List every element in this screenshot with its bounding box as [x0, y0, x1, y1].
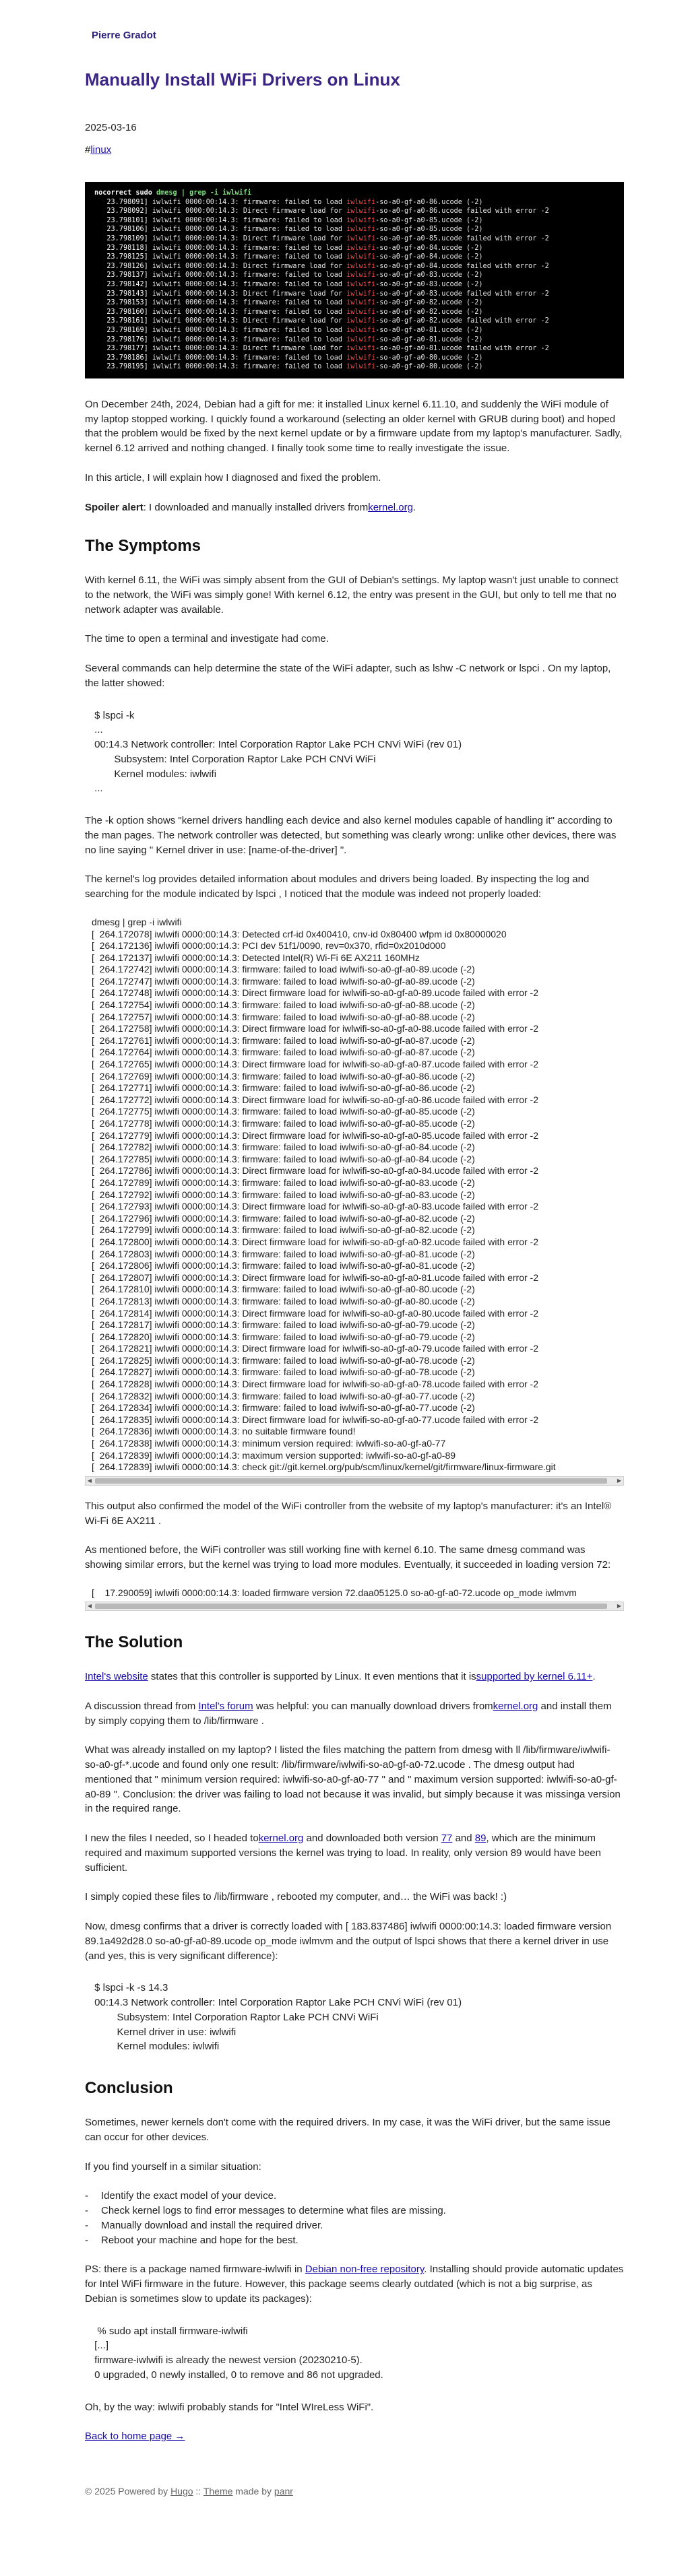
terminal-device: iwlwifi 0000:00:14.3: [148, 216, 239, 224]
log-line: [ 264.172136] iwlwifi 0000:00:14.3: PCI dev 51f1/0090, rev=0x370, rfid=0x2010d000 [92, 940, 446, 952]
terminal-indent [94, 217, 106, 224]
terminal-line [94, 234, 615, 244]
terminal-file: -so-a0-gf-a0-83.ucode (-2) [375, 271, 483, 279]
log-line: [ 264.172828] iwlwifi 0000:00:14.3: Direct firmware load for iwlwifi-so-a0-gf-a0-78.ucode failed with error -2 [92, 1379, 538, 1390]
terminal-device: iwlwifi 0000:00:14.3: [148, 198, 239, 206]
terminal-highlight: iwlwifi [346, 280, 376, 288]
log-line: [ 264.172810] iwlwifi 0000:00:14.3: firmware: failed to load iwlwifi-so-a0-gf-a0-80.ucode (-2) [92, 1284, 475, 1295]
solution-p4-mid: and downloaded both version [303, 1832, 441, 1845]
terminal-file: -so-a0-gf-a0-85.ucode (-2) [375, 216, 483, 224]
intro-paragraph-2: In this article, I will explain how I diagnosed and fixed the problem. [85, 471, 381, 484]
post-title: Manually Install WiFi Drivers on Linux [85, 69, 400, 90]
log-line: [ 264.172838] iwlwifi 0000:00:14.3: minimum version required: iwlwifi-so-a0-gf-a0-77 [92, 1438, 446, 1449]
terminal-line [94, 225, 615, 234]
terminal-prompt [94, 189, 615, 198]
terminal-file: -so-a0-gf-a0-80.ucode (-2) [375, 354, 483, 362]
terminal-file: -so-a0-gf-a0-84.ucode (-2) [375, 244, 483, 252]
terminal-device: iwlwifi 0000:00:14.3: [148, 234, 239, 242]
terminal-message: Direct firmware load for [239, 317, 347, 325]
footer-author-link[interactable]: panr [274, 2486, 293, 2497]
terminal-line [94, 216, 615, 226]
terminal-highlight: iwlwifi [346, 244, 376, 252]
terminal-highlight: iwlwifi [346, 234, 376, 242]
terminal-timestamp: 23.798092] [106, 207, 148, 216]
conclusion-paragraph-4: Oh, by the way: iwlwifi probably stands for "Intel WIreLess WiFi". [85, 2401, 374, 2413]
solution-p1-mid: states that this controller is supported by Linux. It even mentions that it is [148, 1671, 476, 1683]
back-home-paragraph [85, 2429, 624, 2444]
log-line: [ 264.172817] iwlwifi 0000:00:14.3: firmware: failed to load iwlwifi-so-a0-gf-a0-79.ucode (-2) [92, 1319, 475, 1331]
log-line: [ 264.172803] iwlwifi 0000:00:14.3: firmware: failed to load iwlwifi-so-a0-gf-a0-81.ucode (-2) [92, 1248, 475, 1259]
terminal-device: iwlwifi 0000:00:14.3: [148, 335, 239, 343]
terminal-indent [94, 308, 106, 316]
log-line: [ 264.172806] iwlwifi 0000:00:14.3: firmware: failed to load iwlwifi-so-a0-gf-a0-81.ucode (-2) [92, 1260, 475, 1272]
terminal-line [94, 298, 615, 308]
log-line: [ 264.172786] iwlwifi 0000:00:14.3: Direct firmware load for iwlwifi-so-a0-gf-a0-84.ucode failed with error -2 [92, 1165, 538, 1177]
conclusion-paragraph-1: Sometimes, newer kernels don't come with the required drivers. In my case, it was the WiFi driver, but the same issue can occur for other devices. [85, 2117, 610, 2143]
list-item: - Manually download and install the required driver. [101, 2218, 624, 2233]
conclusion-p3-end: . Installing should provide automatic updates for Intel WiFi firmware in the future. However, this package seems clearly outdated (which is not a big surprise, as Debian is sometimes slow to update its packages): [85, 2264, 624, 2305]
terminal-timestamp: 23.798109] [106, 234, 148, 242]
scrollbar-thumb[interactable] [95, 1478, 607, 1484]
tag-hash: # [85, 144, 91, 156]
terminal-file: -so-a0-gf-a0-86.ucode (-2) [375, 198, 483, 206]
link-version-89[interactable]: 89 [474, 1832, 487, 1845]
terminal-file: -so-a0-gf-a0-82.ucode (-2) [375, 308, 483, 316]
terminal-indent [94, 281, 106, 288]
terminal-message: firmware: failed to load [239, 335, 347, 343]
log-line: [ 264.172789] iwlwifi 0000:00:14.3: firmware: failed to load iwlwifi-so-a0-gf-a0-83.ucode (-2) [92, 1177, 475, 1188]
terminal-file: -so-a0-gf-a0-83.ucode failed with error -2 [375, 290, 549, 298]
symptoms-paragraph-5: The kernel's log provides detailed information about modules and drivers being loaded. By inspecting the log and searching for the module indicated by lspci , I noticed that the module was indeed not properly loaded: [85, 873, 590, 900]
terminal-message: firmware: failed to load [239, 326, 347, 334]
dmesg-log-lines [85, 917, 624, 1474]
lspci-code-block: $ lspci -k ... 00:14.3 Network controller: Intel Corporation Raptor Lake PCH CNVi WiFi (rev 01) Subsystem: Intel Corporation Raptor Lake PCH CNVi WiFi Kernel modules: iwlwifi ... [94, 709, 462, 795]
terminal-highlight: iwlwifi [346, 354, 376, 362]
terminal-line [94, 354, 615, 363]
log-line: [ 264.172747] iwlwifi 0000:00:14.3: firmware: failed to load iwlwifi-so-a0-gf-a0-89.ucode (-2) [92, 975, 475, 987]
terminal-highlight: iwlwifi [346, 226, 376, 234]
spoiler-end: . [412, 501, 416, 513]
terminal-indent [94, 290, 106, 298]
terminal-timestamp: 23.798153] [106, 299, 148, 307]
terminal-highlight: iwlwifi [346, 271, 376, 279]
terminal-indent [94, 354, 106, 362]
terminal-line [94, 244, 615, 253]
log-line: [ 264.172137] iwlwifi 0000:00:14.3: Detected Intel(R) Wi-Fi 6E AX211 160MHz [92, 952, 420, 963]
terminal-device: iwlwifi 0000:00:14.3: [148, 354, 239, 362]
terminal-line [94, 317, 615, 326]
terminal-file: -so-a0-gf-a0-81.ucode failed with error -2 [375, 345, 549, 353]
solution-p2-start: A discussion thread from [85, 1700, 199, 1712]
terminal-timestamp: 23.798118] [106, 244, 148, 252]
terminal-line [94, 271, 615, 280]
terminal-indent [94, 317, 106, 325]
conclusion-paragraph-3 [85, 2262, 624, 2306]
terminal-message: firmware: failed to load [239, 363, 347, 371]
solution-p2-end: and install them by simply copying them to /lib/firmware . [85, 1700, 612, 1727]
terminal-highlight: iwlwifi [346, 363, 376, 371]
log-line: [ 264.172758] iwlwifi 0000:00:14.3: Direct firmware load for iwlwifi-so-a0-gf-a0-88.ucode failed with error -2 [92, 1023, 538, 1034]
terminal-line [94, 290, 615, 299]
terminal-timestamp: 23.798195] [106, 363, 148, 371]
terminal-file: -so-a0-gf-a0-84.ucode failed with error -2 [375, 262, 549, 270]
footer-sep: :: [193, 2486, 203, 2497]
heading-conclusion: Conclusion [85, 2079, 173, 2098]
terminal-timestamp: 23.798143] [106, 290, 148, 298]
log-line: [ 264.172779] iwlwifi 0000:00:14.3: Direct firmware load for iwlwifi-so-a0-gf-a0-85.ucode failed with error -2 [92, 1129, 538, 1141]
terminal-line [94, 308, 615, 317]
log-line: [ 264.172771] iwlwifi 0000:00:14.3: firmware: failed to load iwlwifi-so-a0-gf-a0-86.ucode (-2) [92, 1082, 475, 1094]
terminal-device: iwlwifi 0000:00:14.3: [148, 207, 239, 216]
log-line: [ 264.172742] iwlwifi 0000:00:14.3: firmware: failed to load iwlwifi-so-a0-gf-a0-89.ucode (-2) [92, 964, 475, 975]
terminal-line [94, 207, 615, 216]
terminal-message: firmware: failed to load [239, 216, 347, 224]
terminal-highlight: iwlwifi [346, 317, 376, 325]
terminal-file: -so-a0-gf-a0-81.ucode (-2) [375, 335, 483, 343]
terminal-indent [94, 244, 106, 252]
terminal-indent [94, 263, 106, 270]
footer-theme-link[interactable]: Theme [203, 2486, 233, 2497]
list-item: - Identify the exact model of your device. [101, 2189, 624, 2204]
symptoms-paragraph-6: This output also confirmed the model of the WiFi controller from the website of my laptop's manufacturer: it's an Intel® Wi-Fi 6E AX211 . [85, 1500, 612, 1527]
spoiler-label: Spoiler alert [85, 501, 144, 513]
log-line: [ 264.172772] iwlwifi 0000:00:14.3: Direct firmware load for iwlwifi-so-a0-gf-a0-86.ucode failed with error -2 [92, 1094, 538, 1105]
dmesg-log-block [85, 917, 624, 1486]
log-line: [ 264.172754] iwlwifi 0000:00:14.3: firmware: failed to load iwlwifi-so-a0-gf-a0-88.ucode (-2) [92, 999, 475, 1011]
terminal-file: -so-a0-gf-a0-81.ucode (-2) [375, 326, 483, 334]
terminal-highlight: iwlwifi [346, 198, 376, 206]
log-line: [ 264.172782] iwlwifi 0000:00:14.3: firmware: failed to load iwlwifi-so-a0-gf-a0-84.ucode (-2) [92, 1142, 475, 1153]
post-date: 2025-03-16 [85, 121, 137, 133]
solution-paragraph-4 [85, 1831, 624, 1875]
terminal-highlight: iwlwifi [346, 345, 376, 353]
terminal-highlight: iwlwifi [346, 207, 376, 216]
link-kernel-org-2[interactable]: kernel.org [258, 1832, 304, 1845]
link-version-77[interactable]: 77 [441, 1832, 453, 1845]
terminal-indent [94, 299, 106, 306]
terminal-file: -so-a0-gf-a0-85.ucode (-2) [375, 226, 483, 234]
terminal-device: iwlwifi 0000:00:14.3: [148, 226, 239, 234]
log-line: [ 264.172836] iwlwifi 0000:00:14.3: no suitable firmware found! [92, 1426, 356, 1437]
terminal-device: iwlwifi 0000:00:14.3: [148, 253, 239, 261]
terminal-device: iwlwifi 0000:00:14.3: [148, 244, 239, 252]
terminal-timestamp: 23.798126] [106, 262, 148, 270]
terminal-timestamp: 23.798176] [106, 335, 148, 343]
log-line: [ 264.172799] iwlwifi 0000:00:14.3: firmware: failed to load iwlwifi-so-a0-gf-a0-82.ucode (-2) [92, 1224, 475, 1236]
terminal-highlight: iwlwifi [346, 326, 376, 334]
terminal-line [94, 344, 615, 354]
terminal-indent [94, 207, 106, 215]
heading-symptoms: The Symptoms [85, 537, 201, 556]
terminal-message: Direct firmware load for [239, 345, 347, 353]
terminal-message: firmware: failed to load [239, 271, 347, 279]
terminal-line [94, 198, 615, 207]
terminal-timestamp: 23.798106] [106, 226, 148, 234]
log-line: [ 264.172796] iwlwifi 0000:00:14.3: firmware: failed to load iwlwifi-so-a0-gf-a0-82.ucode (-2) [92, 1212, 475, 1224]
site-footer [85, 2484, 624, 2498]
terminal-device: iwlwifi 0000:00:14.3: [148, 308, 239, 316]
footer-hugo-link[interactable]: Hugo [170, 2486, 193, 2497]
link-intel-website[interactable]: Intel's website [85, 1671, 148, 1683]
terminal-device: iwlwifi 0000:00:14.3: [148, 280, 239, 288]
solution-paragraph-5: I simply copied these files to /lib/firmware , rebooted my computer, and… the WiFi was back! :) [85, 1891, 507, 1903]
spoiler-text: : I downloaded and manually installed drivers from [143, 501, 369, 513]
terminal-line [94, 253, 615, 262]
intro-paragraph-1: On December 24th, 2024, Debian had a gift for me: it installed Linux kernel 6.11.10, and suddenly the WiFi module of my laptop stopped working. I quickly found a workaround (selecting an older kernel with GRUB during boot) and hoped that the problem would be fixed by the next kernel update or by a firmware update from my laptop's manufacturer. Sadly, kernel 6.12 arrived and nothing changed. I finally took some time to really investigate the issue. [85, 398, 623, 455]
symptoms-paragraph-4: The -k option shows "kernel drivers handling each device and also kernel modules capable of handling it" according to the man pages. The network controller was detected, but something was clearly wrong: unlike other devices, there was no line saying " Kernel driver in use: [name-of-the-driver] ". [85, 815, 617, 856]
solution-paragraph-3: What was already installed on my laptop? I listed the files matching the pattern from dmesg with ll /lib/firmware/iwlwifi-so-a0-gf-*.ucode and found only one result: /lib/firmware/iwlwifi-so-a0-gf-a0-72.ucode . The dmesg output had mentioned that " minimum version required: iwlwifi-so-a0-gf-a0-77 " and " maximum version supported: iwlwifi-so-a0-gf-a0-89 ". Conclusion: the driver was failing to load not because it was invalid, but simply because it was missinga version in the required range. [85, 1744, 621, 1815]
terminal-indent [94, 336, 106, 343]
lspci2-code-block: $ lspci -k -s 14.3 00:14.3 Network controller: Intel Corporation Raptor Lake PCH CNVi WiFi (rev 01) Subsystem: Intel Corporation Raptor Lake PCH CNVi WiFi Kernel driver in use: iwlwifi Kernel modules: iwlwifi [94, 1982, 462, 2053]
terminal-device: iwlwifi 0000:00:14.3: [148, 317, 239, 325]
tag-link-linux[interactable]: linux [90, 144, 112, 156]
solution-p2-mid: was helpful: you can manually download drivers from [253, 1700, 493, 1712]
log-line: [ 264.172765] iwlwifi 0000:00:14.3: Direct firmware load for iwlwifi-so-a0-gf-a0-87.ucode failed with error -2 [92, 1059, 538, 1070]
log-line: [ 264.172778] iwlwifi 0000:00:14.3: firmware: failed to load iwlwifi-so-a0-gf-a0-85.ucode (-2) [92, 1118, 475, 1129]
scroll-left-arrow-icon[interactable]: ◀ [87, 1477, 92, 1484]
terminal-device: iwlwifi 0000:00:14.3: [148, 363, 239, 371]
terminal-file: -so-a0-gf-a0-85.ucode failed with error -2 [375, 234, 549, 242]
scroll-left-arrow-icon[interactable]: ◀ [87, 1603, 92, 1610]
terminal-line [94, 262, 615, 271]
terminal-message: firmware: failed to load [239, 198, 347, 206]
terminal-timestamp: 23.798177] [106, 345, 148, 353]
link-kernel-org[interactable]: kernel.org [493, 1700, 538, 1712]
terminal-timestamp: 23.798137] [106, 271, 148, 279]
terminal-indent [94, 253, 106, 261]
terminal-file: -so-a0-gf-a0-82.ucode failed with error -2 [375, 317, 549, 325]
apt-code-block: % sudo apt install firmware-iwlwifi [...] firmware-iwlwifi is already the newest version (20230210-5). 0 upgraded, 0 newly installed, 0 to remove and 86 not upgraded. [94, 2325, 383, 2381]
post-content [85, 69, 624, 2498]
terminal-indent [94, 271, 106, 279]
scroll-right-arrow-icon[interactable]: ▶ [617, 1603, 622, 1610]
footer-made-by: made by [232, 2486, 274, 2497]
conclusion-p3-start: PS: there is a package named firmware-iwlwifi in [85, 2264, 305, 2276]
solution-p4-end: , which are the minimum required and maximum supported versions the kernel was trying to load. In reality, only version 89 would have been sufficient. [85, 1832, 601, 1874]
log-line: [ 264.172807] iwlwifi 0000:00:14.3: Direct firmware load for iwlwifi-so-a0-gf-a0-81.ucode failed with error -2 [92, 1272, 538, 1283]
terminal-message: firmware: failed to load [239, 354, 347, 362]
terminal-highlight: iwlwifi [346, 216, 376, 224]
log-line: [ 264.172839] iwlwifi 0000:00:14.3: check git://git.kernel.org/pub/scm/linux/kernel/git/firmware/linux-firmware.git [92, 1461, 556, 1473]
solution-paragraph-1 [85, 1670, 624, 1684]
conclusion-steps-list [85, 2189, 624, 2247]
terminal-timestamp: 23.798161] [106, 317, 148, 325]
terminal-message: firmware: failed to load [239, 253, 347, 261]
symptoms-paragraph-7: As mentioned before, the WiFi controller was still working fine with kernel 6.10. The same dmesg command was showing similar errors, but the kernel was trying to load more modules. Eventually, it succeeded in loading version 72: [85, 1544, 611, 1571]
terminal-highlight: iwlwifi [346, 290, 376, 298]
solution-p4-and: and [452, 1832, 475, 1845]
log-line: [ 264.172827] iwlwifi 0000:00:14.3: firmware: failed to load iwlwifi-so-a0-gf-a0-78.ucode (-2) [92, 1366, 475, 1378]
symptoms-paragraph-3: Several commands can help determine the state of the WiFi adapter, such as lshw -C network or lspci . On my laptop, the latter showed: [85, 663, 611, 689]
terminal-device: iwlwifi 0000:00:14.3: [148, 345, 239, 353]
v72-log-line: [ 17.290059] iwlwifi 0000:00:14.3: loaded firmware version 72.daa05125.0 so-a0-gf-a0-72.ucode op_mode iwlmvm [92, 1587, 577, 1598]
terminal-line [94, 326, 615, 335]
terminal-file: -so-a0-gf-a0-84.ucode (-2) [375, 253, 483, 261]
list-item: - Reboot your machine and hope for the best. [101, 2233, 624, 2248]
terminal-indent [94, 226, 106, 233]
terminal-prompt-cmd: dmesg | grep -i iwlwifi [156, 189, 252, 197]
terminal-lines [94, 198, 615, 372]
log-line: [ 264.172769] iwlwifi 0000:00:14.3: firmware: failed to load iwlwifi-so-a0-gf-a0-86.ucode (-2) [92, 1070, 475, 1082]
log-line: [ 264.172825] iwlwifi 0000:00:14.3: firmware: failed to load iwlwifi-so-a0-gf-a0-78.ucode (-2) [92, 1354, 475, 1366]
terminal-highlight: iwlwifi [346, 335, 376, 343]
terminal-timestamp: 23.798091] [106, 198, 148, 206]
terminal-indent [94, 345, 106, 352]
conclusion-paragraph-2: If you find yourself in a similar situation: [85, 2160, 261, 2173]
terminal-indent [94, 235, 106, 242]
terminal-timestamp: 23.798186] [106, 354, 148, 362]
terminal-message: firmware: failed to load [239, 226, 347, 234]
terminal-line [94, 280, 615, 290]
link-supported-kernel[interactable]: supported by kernel 6.11+ [476, 1671, 593, 1683]
terminal-screenshot [85, 182, 624, 378]
spoiler-paragraph [85, 500, 624, 515]
terminal-device: iwlwifi 0000:00:14.3: [148, 271, 239, 279]
terminal-message: Direct firmware load for [239, 234, 347, 242]
site-name-link[interactable]: Pierre Gradot [92, 30, 156, 41]
dmesg-horizontal-scrollbar[interactable] [85, 1476, 624, 1486]
log-line: [ 264.172821] iwlwifi 0000:00:14.3: Direct firmware load for iwlwifi-so-a0-gf-a0-79.ucode failed with error -2 [92, 1343, 538, 1354]
v72-horizontal-scrollbar[interactable] [85, 1601, 624, 1611]
terminal-file: -so-a0-gf-a0-83.ucode (-2) [375, 280, 483, 288]
post-tags [85, 143, 624, 158]
terminal-message: firmware: failed to load [239, 308, 347, 316]
log-line: dmesg | grep -i iwlwifi [92, 916, 182, 927]
log-line: [ 264.172832] iwlwifi 0000:00:14.3: firmware: failed to load iwlwifi-so-a0-gf-a0-77.ucode (-2) [92, 1390, 475, 1401]
terminal-timestamp: 23.798160] [106, 308, 148, 316]
terminal-message: Direct firmware load for [239, 290, 347, 298]
terminal-indent [94, 363, 106, 370]
scrollbar-thumb[interactable] [95, 1604, 607, 1609]
log-line: [ 264.172792] iwlwifi 0000:00:14.3: firmware: failed to load iwlwifi-so-a0-gf-a0-83.ucode (-2) [92, 1189, 475, 1200]
terminal-file: -so-a0-gf-a0-80.ucode (-2) [375, 363, 483, 371]
log-line: [ 264.172834] iwlwifi 0000:00:14.3: firmware: failed to load iwlwifi-so-a0-gf-a0-77.ucode (-2) [92, 1402, 475, 1414]
log-line: [ 264.172775] iwlwifi 0000:00:14.3: firmware: failed to load iwlwifi-so-a0-gf-a0-85.ucode (-2) [92, 1106, 475, 1117]
terminal-line [94, 362, 615, 372]
terminal-indent [94, 327, 106, 334]
terminal-timestamp: 23.798125] [106, 253, 148, 261]
terminal-device: iwlwifi 0000:00:14.3: [148, 326, 239, 334]
log-line: [ 264.172761] iwlwifi 0000:00:14.3: firmware: failed to load iwlwifi-so-a0-gf-a0-87.ucode (-2) [92, 1034, 475, 1046]
terminal-highlight: iwlwifi [346, 308, 376, 316]
log-line: [ 264.172820] iwlwifi 0000:00:14.3: firmware: failed to load iwlwifi-so-a0-gf-a0-79.ucode (-2) [92, 1331, 475, 1342]
terminal-timestamp: 23.798169] [106, 326, 148, 334]
terminal-message: firmware: failed to load [239, 244, 347, 252]
terminal-device: iwlwifi 0000:00:14.3: [148, 290, 239, 298]
solution-paragraph-6: Now, dmesg confirms that a driver is correctly loaded with [ 183.837486] iwlwifi 0000:00:14.3: loaded firmware version 89.1a492d28.0 so-a0-gf-a0-89.ucode op_mode iwlmvm and the output of lspci shows that there a kernel driver in use (and yes, this is very significant difference): [85, 1921, 612, 1962]
terminal-highlight: iwlwifi [346, 299, 376, 307]
terminal-prompt-user: nocorrect sudo [94, 189, 152, 197]
link-debian-non-free[interactable]: Debian non-free repository [305, 2264, 425, 2276]
terminal-device: iwlwifi 0000:00:14.3: [148, 299, 239, 307]
log-line: [ 264.172764] iwlwifi 0000:00:14.3: firmware: failed to load iwlwifi-so-a0-gf-a0-87.ucode (-2) [92, 1047, 475, 1058]
log-line: [ 264.172785] iwlwifi 0000:00:14.3: firmware: failed to load iwlwifi-so-a0-gf-a0-84.ucode (-2) [92, 1153, 475, 1164]
terminal-timestamp: 23.798142] [106, 280, 148, 288]
heading-solution: The Solution [85, 1633, 183, 1652]
terminal-message: Direct firmware load for [239, 262, 347, 270]
site-header [0, 0, 690, 65]
terminal-timestamp: 23.798101] [106, 216, 148, 224]
terminal-file: -so-a0-gf-a0-82.ucode (-2) [375, 299, 483, 307]
log-line: [ 264.172793] iwlwifi 0000:00:14.3: Direct firmware load for iwlwifi-so-a0-gf-a0-83.ucode failed with error -2 [92, 1201, 538, 1212]
symptoms-paragraph-1: With kernel 6.11, the WiFi was simply absent from the GUI of Debian's settings. My laptop wasn't just unable to connect to the network, the WiFi was simply gone! With kernel 6.12, the entry was present in the GUI, but only to tell me that no network adapter was available. [85, 574, 619, 616]
terminal-highlight: iwlwifi [346, 262, 376, 270]
terminal-message: firmware: failed to load [239, 299, 347, 307]
solution-p1-end: . [592, 1671, 596, 1683]
list-item: - Check kernel logs to find error messages to determine what files are missing. [101, 2204, 624, 2218]
log-line: [ 264.172748] iwlwifi 0000:00:14.3: Direct firmware load for iwlwifi-so-a0-gf-a0-89.ucode failed with error -2 [92, 987, 538, 999]
terminal-indent [94, 199, 106, 206]
log-line: [ 264.172813] iwlwifi 0000:00:14.3: firmware: failed to load iwlwifi-so-a0-gf-a0-80.ucode (-2) [92, 1295, 475, 1307]
log-line: [ 264.172757] iwlwifi 0000:00:14.3: firmware: failed to load iwlwifi-so-a0-gf-a0-88.ucode (-2) [92, 1011, 475, 1022]
log-line: [ 264.172800] iwlwifi 0000:00:14.3: Direct firmware load for iwlwifi-so-a0-gf-a0-82.ucode failed with error -2 [92, 1236, 538, 1247]
terminal-message: Direct firmware load for [239, 207, 347, 216]
solution-paragraph-2 [85, 1699, 624, 1729]
terminal-message: firmware: failed to load [239, 280, 347, 288]
terminal-line [94, 335, 615, 345]
terminal-file: -so-a0-gf-a0-86.ucode failed with error -2 [375, 207, 549, 216]
v72-log-block [85, 1587, 624, 1612]
spoiler-link-kernel-org[interactable]: kernel.org [368, 501, 413, 513]
log-line: [ 264.172839] iwlwifi 0000:00:14.3: maximum version supported: iwlwifi-so-a0-gf-a0-89 [92, 1449, 456, 1461]
solution-p4-start: I new the files I needed, so I headed to [85, 1832, 259, 1845]
log-line: [ 264.172814] iwlwifi 0000:00:14.3: Direct firmware load for iwlwifi-so-a0-gf-a0-80.ucode failed with error -2 [92, 1307, 538, 1319]
terminal-device: iwlwifi 0000:00:14.3: [148, 262, 239, 270]
symptoms-paragraph-2: The time to open a terminal and investigate had come. [85, 633, 329, 645]
scroll-right-arrow-icon[interactable]: ▶ [617, 1477, 622, 1484]
footer-copyright: © 2025 Powered by [85, 2486, 171, 2497]
back-to-home-link[interactable]: Back to home page → [85, 2431, 185, 2443]
terminal-highlight: iwlwifi [346, 253, 376, 261]
log-line: [ 264.172835] iwlwifi 0000:00:14.3: Direct firmware load for iwlwifi-so-a0-gf-a0-77.ucode failed with error -2 [92, 1414, 538, 1425]
log-line: [ 264.172078] iwlwifi 0000:00:14.3: Detected crf-id 0x400410, cnv-id 0x80400 wfpm id 0x80000020 [92, 928, 507, 939]
link-intel-forum[interactable]: Intel's forum [198, 1700, 253, 1712]
